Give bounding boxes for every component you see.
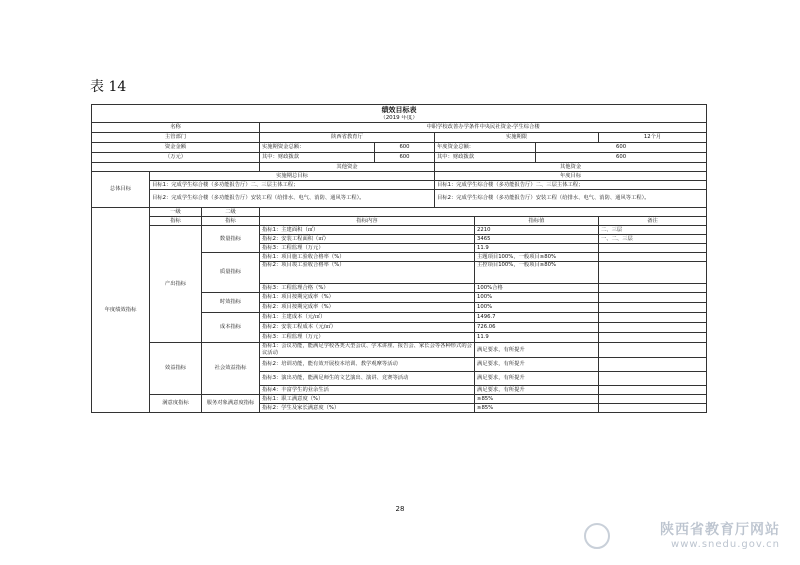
impl-goal-1: 目标1：完成学生综合楼（多功能报告厅）二、三层主体工程； bbox=[150, 181, 435, 190]
social-value-1: 满足要求，有所提升 bbox=[475, 343, 599, 358]
cost-value-3: 11.9 bbox=[475, 333, 599, 343]
period-label: 实施期限 bbox=[435, 133, 599, 143]
dept-value: 陕西省教育厅 bbox=[260, 133, 435, 143]
satisfaction-content-2: 指标2：学生及家长满意度（%） bbox=[260, 404, 475, 413]
satisfaction-content-1: 指标1：职工满意度（%） bbox=[260, 395, 475, 404]
year-total-value: 600 bbox=[536, 143, 707, 153]
social-content-3: 指标3：演出功能，能满足师生的文艺演出、演讲、竞赛等活动 bbox=[260, 372, 475, 386]
benefit-indicator-label: 效益指标 bbox=[150, 343, 202, 395]
table-title: 绩效目标表 bbox=[92, 105, 707, 116]
other-funds-year: 其他资金 bbox=[435, 163, 707, 172]
impl-fiscal-label: 其中：财政拨款 bbox=[260, 153, 375, 163]
year-goal-1: 目标1：完成学生综合楼（多功能报告厅）二、三层主体工程； bbox=[435, 181, 707, 190]
quantity-value-1: 2210 bbox=[475, 226, 599, 235]
quantity-content-2: 指标2：安装工程面积（㎡） bbox=[260, 235, 475, 244]
level2-sub: 指标 bbox=[202, 217, 260, 226]
social-content-4: 指标4：丰富学生的业余生活 bbox=[260, 386, 475, 395]
quality-value-3: 100%合格 bbox=[475, 284, 599, 293]
timeliness-value-1: 100% bbox=[475, 293, 599, 303]
cost-value-1: 1496.7 bbox=[475, 313, 599, 323]
quantity-indicator-label: 数量指标 bbox=[202, 226, 260, 253]
year-fiscal-value: 600 bbox=[536, 153, 707, 163]
quality-indicator-label: 质量指标 bbox=[202, 253, 260, 293]
funds-unit: （万元） bbox=[92, 153, 260, 163]
timeliness-content-1: 指标1：项目按期完成率（%） bbox=[260, 293, 475, 303]
social-value-3: 满足要求，有所提升 bbox=[475, 372, 599, 386]
social-benefit-label: 社会效益指标 bbox=[202, 343, 260, 395]
service-satisfaction-label: 服务对象满意度指标 bbox=[202, 395, 260, 413]
watermark-logo-icon bbox=[584, 523, 610, 549]
period-value: 12个月 bbox=[599, 133, 707, 143]
timeliness-value-2: 100% bbox=[475, 303, 599, 313]
year-fiscal-label: 其中：财政拨款 bbox=[435, 153, 536, 163]
quality-value-2: 主控项目100%，一般项目≥80% bbox=[475, 262, 599, 284]
cost-content-1: 指标1：主建成本（元/㎡） bbox=[260, 313, 475, 323]
other-funds-impl: 其他资金 bbox=[260, 163, 435, 172]
table-year: （2019 年度） bbox=[92, 115, 707, 123]
year-goals-header: 年度目标 bbox=[435, 172, 707, 181]
quantity-value-2: 3465 bbox=[475, 235, 599, 244]
cost-indicator-label: 成本指标 bbox=[202, 313, 260, 343]
dept-label: 主管部门 bbox=[92, 133, 260, 143]
impl-total-value: 600 bbox=[375, 143, 435, 153]
social-content-2: 指标2：培训功能，能有效开展校本培训、教学观摩等活动 bbox=[260, 358, 475, 372]
note-header: 备注 bbox=[599, 217, 707, 226]
quantity-note-2: 一、二、三层 bbox=[599, 235, 707, 244]
social-value-2: 满足要求，有所提升 bbox=[475, 358, 599, 372]
performance-table bbox=[91, 104, 706, 473]
content-header: 指标内容 bbox=[260, 217, 475, 226]
cost-value-2: 726.06 bbox=[475, 323, 599, 333]
year-total-label: 年度资金总额： bbox=[435, 143, 536, 153]
impl-fiscal-value: 600 bbox=[375, 153, 435, 163]
cost-content-3: 指标3：工程监理（万元） bbox=[260, 333, 475, 343]
site-watermark bbox=[660, 519, 780, 550]
page-number: 28 bbox=[395, 505, 405, 513]
project-name-value: 中职学校改善办学条件中央民社资金-学生综合楼 bbox=[260, 123, 707, 133]
impl-total-label: 实施期资金总额： bbox=[260, 143, 375, 153]
watermark-url: www.snedu.gov.cn bbox=[671, 539, 780, 550]
impl-goals-header: 实施期总目标 bbox=[150, 172, 435, 181]
annual-indicators-label: 年度绩效指标 bbox=[92, 208, 150, 413]
impl-goal-2: 目标2：完成学生综合楼（多功能报告厅）安装工程（给排水、电气、消防、通风等工程）。 bbox=[150, 190, 435, 208]
output-indicator-label: 产出指标 bbox=[150, 226, 202, 343]
satisfaction-indicator-label: 满意度指标 bbox=[150, 395, 202, 413]
watermark-name: 陕西省教育厅网站 bbox=[660, 522, 780, 538]
table-label: 表 14 bbox=[90, 79, 127, 95]
level1-sub: 指标 bbox=[150, 217, 202, 226]
quantity-value-3: 11.9 bbox=[475, 244, 599, 253]
quantity-content-3: 指标3：工程监理（万元） bbox=[260, 244, 475, 253]
quality-content-1: 指标1：项目施工验收合格率（%） bbox=[260, 253, 475, 262]
level2-header: 二级 bbox=[202, 208, 260, 217]
overall-goals-label: 总体目标 bbox=[92, 172, 150, 208]
quality-value-1: 主题项目100%，一般项目≥80% bbox=[475, 253, 599, 262]
level1-header: 一级 bbox=[150, 208, 202, 217]
quality-content-2: 指标2：项目竣工验收合格率（%） bbox=[260, 262, 475, 284]
timeliness-content-2: 指标2：项目按期完成率（%） bbox=[260, 303, 475, 313]
timeliness-indicator-label: 时效指标 bbox=[202, 293, 260, 313]
quality-content-3: 指标3：工程监理合格（%） bbox=[260, 284, 475, 293]
social-value-4: 满足要求，有所提升 bbox=[475, 386, 599, 395]
value-header: 指标值 bbox=[475, 217, 599, 226]
year-goal-2: 目标2：完成学生综合楼（多功能报告厅）安装工程（给排水、电气、消防、通风等工程）。 bbox=[435, 190, 707, 208]
satisfaction-value-2: ≥85% bbox=[475, 404, 599, 413]
quantity-content-1: 指标1：主建面积（㎡） bbox=[260, 226, 475, 235]
funds-label: 资金金额 bbox=[92, 143, 260, 153]
satisfaction-value-1: ≥85% bbox=[475, 395, 599, 404]
project-name-label: 名称 bbox=[92, 123, 260, 133]
cost-content-2: 指标2：安装工程成本（元/㎡） bbox=[260, 323, 475, 333]
social-content-1: 指标1：会议功能，能满足学校各类大型会议、学术讲座、报告会、家长会等各种形式的会议活动 bbox=[260, 343, 475, 358]
quantity-note-1: 二、三层 bbox=[599, 226, 707, 235]
